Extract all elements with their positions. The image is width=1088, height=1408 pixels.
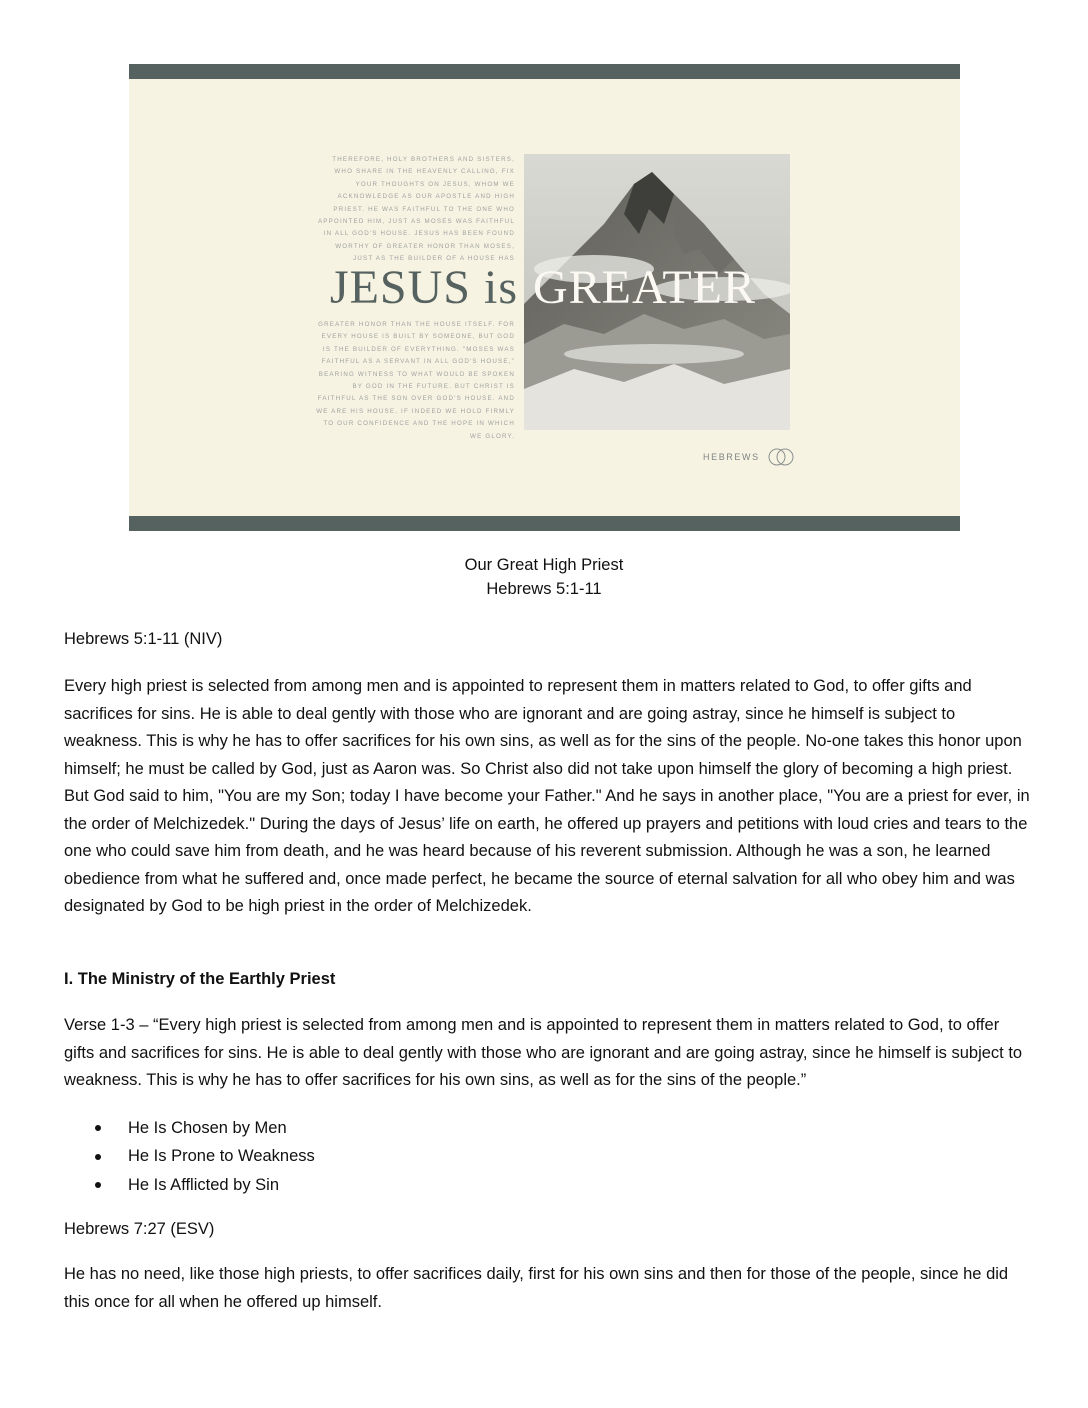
list-item: [95, 1143, 315, 1172]
passage-reference: Hebrews 5:1-11 (NIV): [64, 630, 223, 648]
list-item-text: He Is Chosen by Men: [128, 1118, 287, 1137]
banner-title-greater: GREATER: [533, 261, 756, 314]
sermon-series-banner: [129, 64, 960, 531]
section-verse: Verse 1-3 – “Every high priest is selected from among men and is appointed to represent them in matters related to God, to offer gifts and sacrifices for sins. He is able to deal gently with those who are ignorant and are going astray, since he himself is subject to weakness. This is why he has to offer sacrifices for his own sins, as well as for the sins of the people.”: [64, 1016, 1023, 1089]
bullet-icon: [95, 1125, 101, 1131]
list-item-text: He Is Prone to Weakness: [128, 1147, 315, 1166]
banner-title-jesus-is: JESUS is: [329, 261, 518, 314]
cross-reference-text: He has no need, like those high priests, to offer sacrifices daily, first for his own sins and then for those of the people, since he did this once for all when he offered up himself.: [64, 1265, 1009, 1311]
sermon-title: Our Great High Priest: [464, 556, 624, 574]
banner-verse-text-bottom: GREATER HONOR THAN THE HOUSE ITSELF. FOR EVERY HOUSE IS BUILT BY SOMEONE, BUT GOD IS THE BUILDER OF EVERYTHING. "MOSES WAS FAITHFUL AS A SERVANT IN ALL GOD'S HOUSE," BEARING WITNESS TO WHAT WOULD BE SPOKEN BY GOD IN THE FUTURE. BUT CHRIST IS FAITHFUL AS THE SON OVER GOD'S HOUSE. AND WE ARE HIS HOUSE, IF INDEED WE HOLD FIRMLY TO OUR CONFIDENCE AND THE HOPE IN WHICH WE GLORY.: [316, 321, 515, 440]
banner-top-bar: [129, 64, 960, 79]
series-label: [703, 447, 796, 467]
section-heading: I. The Ministry of the Earthly Priest: [64, 970, 336, 988]
cross-reference: Hebrews 7:27 (ESV): [64, 1220, 215, 1238]
bullet-icon: [95, 1182, 101, 1188]
series-label-text: HEBREWS: [703, 452, 760, 462]
list-item: [95, 1171, 315, 1200]
bullet-icon: [95, 1154, 101, 1160]
sermon-reference: Hebrews 5:1-11: [486, 580, 602, 598]
list-item: [95, 1114, 315, 1143]
banner-verse-text-top: THEREFORE, HOLY BROTHERS AND SISTERS, WHO SHARE IN THE HEAVENLY CALLING, FIX YOUR THOUGHTS ON JESUS, WHOM WE ACKNOWLEDGE AS OUR APOSTLE AND HIGH PRIEST. HE WAS FAITHFUL TO THE ONE WHO APPOINTED HIM, JUST AS MOSES WAS FAITHFUL IN ALL GOD'S HOUSE. JESUS HAS BEEN FOUND WORTHY OF GREATER HONOR THAN MOSES, JUST AS THE BUILDER OF A HOUSE HAS: [317, 156, 515, 263]
list-item-text: He Is Afflicted by Sin: [128, 1175, 280, 1194]
banner-bottom-bar: [129, 516, 960, 531]
bullet-list: [95, 1114, 315, 1200]
passage-text: Every high priest is selected from among men and is appointed to represent them in matters related to God, to offer gifts and sacrifices for sins. He is able to deal gently with those who are ignorant and are going astray, since he himself is subject to weakness. This is why he has to offer sacrifices for his own sins, as well as for the sins of the people. No-one takes this honor upon himself; he must be called by God, just as Aaron was. So Christ also did not take upon himself the glory of becoming a high priest. But God said to him, "You are my Son; today I have become your Father." And he says in another place, "You are a priest for ever, in the order of Melchizedek." During the days of Jesus’ life on earth, he offered up prayers and petitions with loud cries and tears to the one who could save him from death, and he was heard because of his reverent submission. Although he was a son, he learned obedience from what he suffered and, once made perfect, he became the source of eternal salvation for all who obey him and was designated by God to be high priest in the order of Melchizedek.: [64, 677, 1030, 915]
interlocking-rings-icon: [766, 447, 796, 467]
